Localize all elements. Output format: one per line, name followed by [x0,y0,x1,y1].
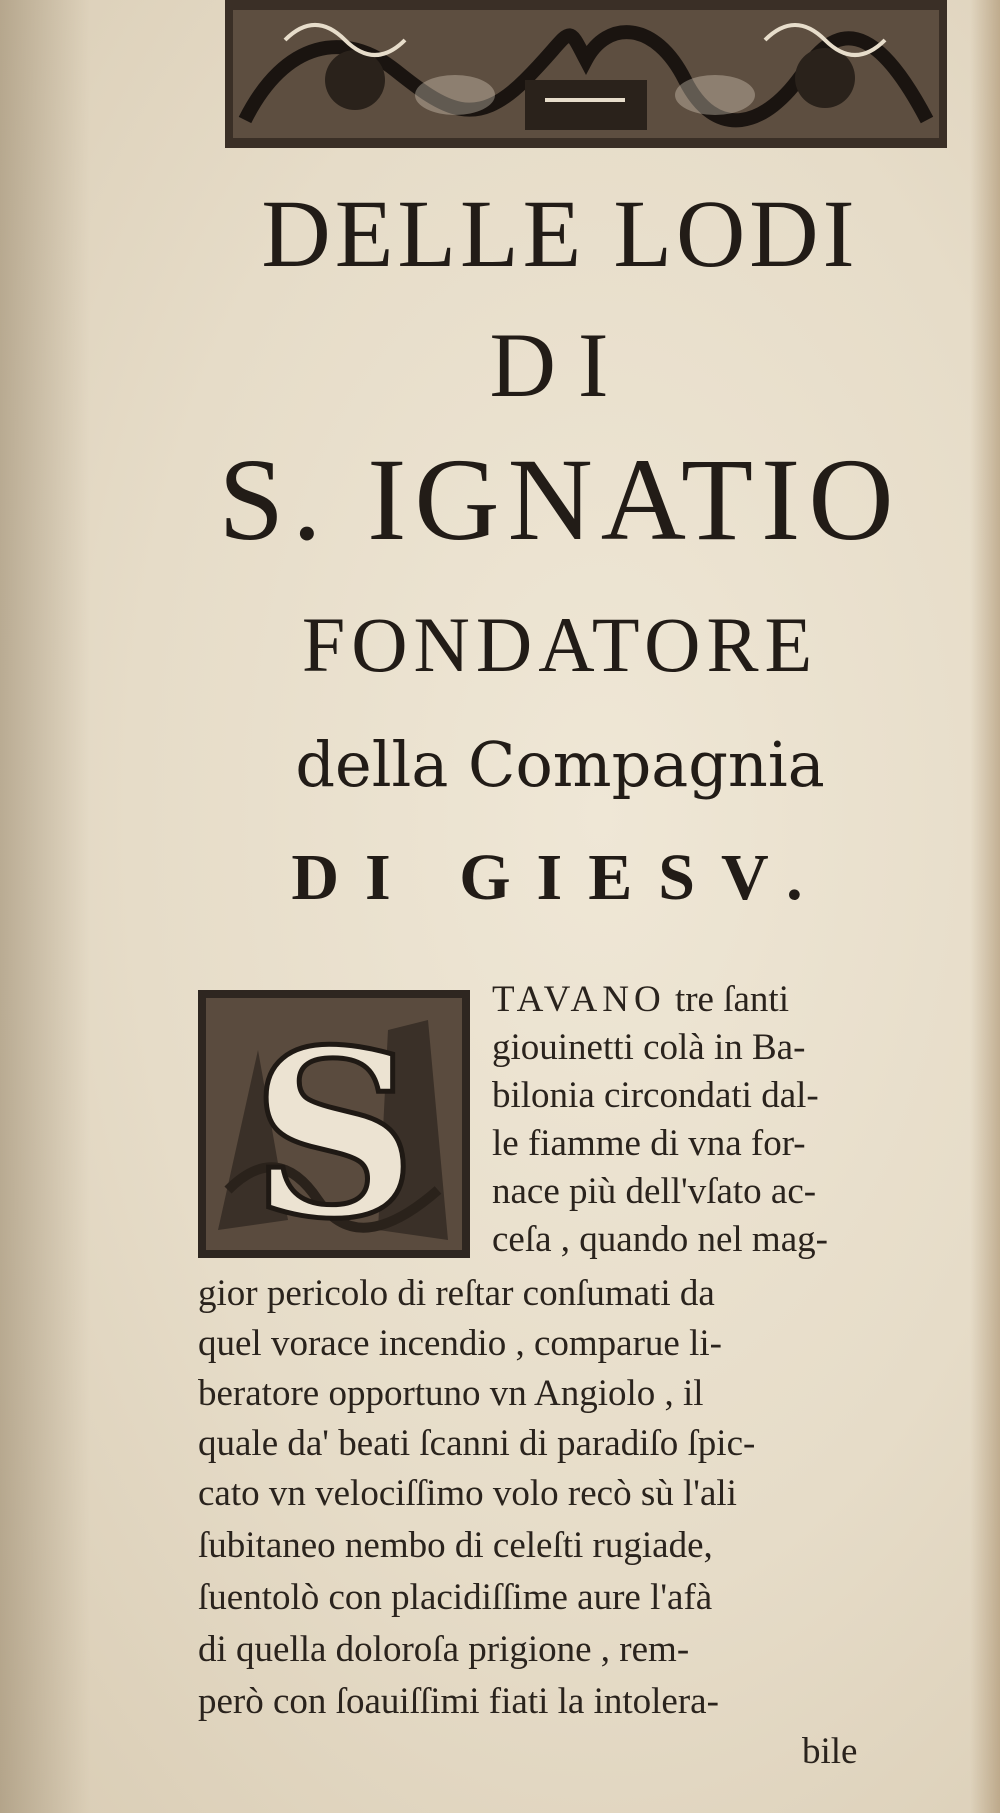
body-line-5: ceſa , quando nel mag- [492,1219,828,1260]
body-line-0 [492,978,789,1021]
body-line-1: giouinetti colà in Ba- [492,1027,806,1068]
title-line-1: DELLE LODI [261,180,859,287]
body-line-11: ſubitaneo nembo di celeſti rugiade, [198,1525,713,1566]
title-line-5: della Compagnia [295,728,825,801]
catchword: bile [802,1731,858,1772]
ornamental-headpiece [225,0,947,148]
title-line-2: DI [489,314,631,416]
decorated-initial [198,990,470,1258]
page-gutter-shadow [0,0,90,1813]
body-line-7: quel vorace incendio , comparue li- [198,1323,722,1364]
page-edge-shadow [970,0,1000,1813]
body-line-13: di quella doloroſa prigione , rem- [198,1629,690,1670]
body-line-2: bilonia circondati dal- [492,1075,819,1116]
body-line-3: le fiamme di vna for- [492,1123,806,1164]
title-line-6: DI GIESV. [291,841,829,914]
body-line-0-text: tre ſanti [674,979,789,1020]
first-word: TAVANO [492,979,666,1020]
body-line-10: cato vn velociſſimo volo recò sù l'ali [198,1473,737,1514]
title-line-3: S. IGNATIO [218,434,902,565]
body-line-6: gior pericolo di reſtar conſumati da [198,1273,715,1314]
body-line-4: nace più dell'vſato ac- [492,1171,817,1212]
body-line-9: quale da' beati ſcanni di paradiſo ſpic- [198,1423,756,1464]
body-line-14: però con ſoauiſſimi fiati la intolera- [198,1681,719,1722]
body-line-12: ſuentolò con placidiſſime aure l'afà [198,1577,713,1618]
body-line-8: beratore opportuno vn Angiolo , il [198,1373,704,1414]
title-line-4: FONDATORE [301,601,819,688]
initial-letter: S [250,1000,418,1258]
